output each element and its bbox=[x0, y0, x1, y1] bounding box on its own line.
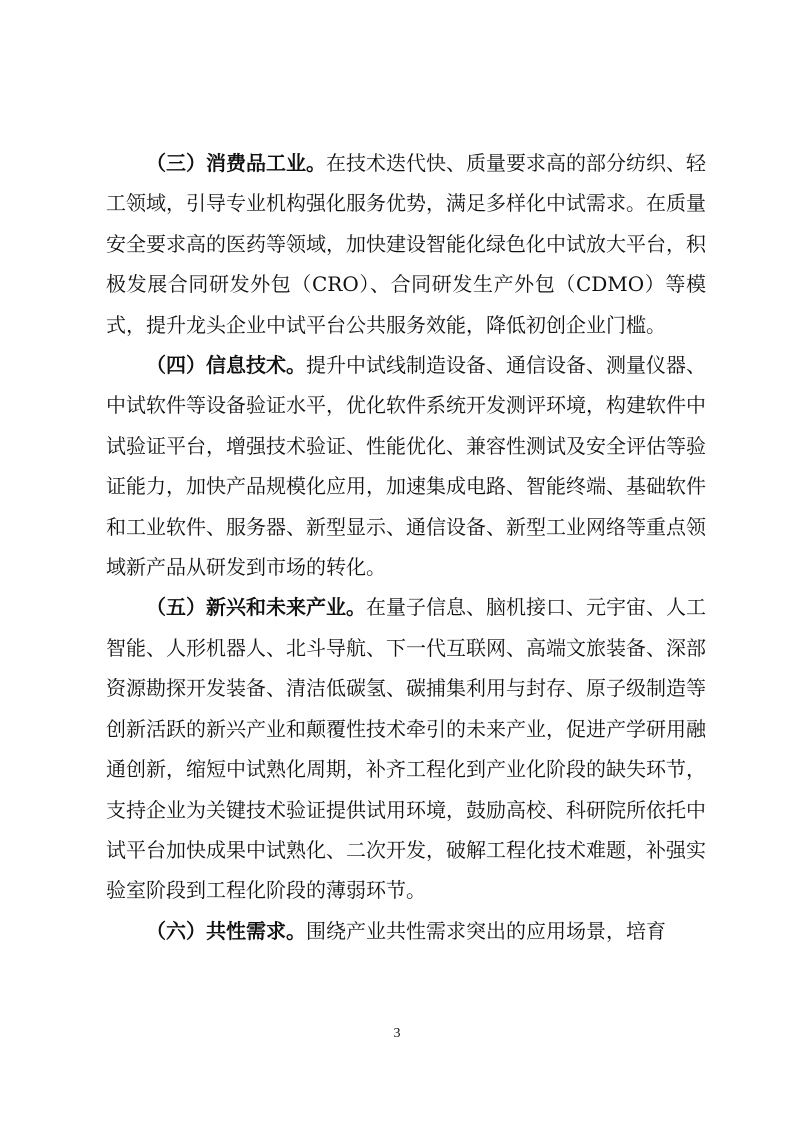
section-heading: （三）消费品工业。 bbox=[146, 151, 326, 175]
paragraph-emerging-future-industries bbox=[106, 587, 706, 910]
paragraph-text: 围绕产业共性需求突出的应用场景，培育 bbox=[306, 918, 666, 943]
section-heading: （五）新兴和未来产业。 bbox=[146, 595, 366, 620]
page-number: 3 bbox=[393, 1026, 401, 1041]
paragraph-common-needs bbox=[106, 911, 706, 951]
paragraph-text: 在量子信息、脑机接口、元宇宙、人工智能、人形机器人、北斗导航、下一代互联网、高端文旅装备、深部资源勘探开发装备、清洁低碳氢、碳捕集利用与封存、原子级制造等创新活跃的新兴产业和颠覆性技术牵引的未来产业，促进产学研用融通创新，缩短中试熟化周期，补齐工程化到产业化阶段的缺失环节，支持企业为关键技术验证提供试用环境，鼓励高校、科研院所依托中试平台加快成果中试熟化、二次开发，破解工程化技术难题，补强实验室阶段到工程化阶段的薄弱环节。 bbox=[106, 595, 706, 903]
section-heading: （四）信息技术。 bbox=[146, 353, 306, 378]
paragraph-information-technology bbox=[106, 345, 706, 587]
paragraph-text: 提升中试线制造设备、通信设备、测量仪器、中试软件等设备验证水平，优化软件系统开发测评环境，构建软件中试验证平台，增强技术验证、性能优化、兼容性测试及安全评估等验证能力，加快产品规模化应用，加速集成电路、智能终端、基础软件和工业软件、服务器、新型显示、通信设备、新型工业网络等重点领域新产品从研发到市场的转化。 bbox=[106, 353, 706, 580]
section-heading: （六）共性需求。 bbox=[146, 918, 306, 943]
document-body bbox=[106, 143, 706, 951]
paragraph-consumer-goods bbox=[106, 143, 706, 345]
paragraph-text: 在技术迭代快、质量要求高的部分纺织、轻工领域，引导专业机构强化服务优势，满足多样化中试需求。在质量安全要求高的医药等领域，加快建设智能化绿色化中试放大平台，积极发展合同研发外包（CRO）、合同研发生产外包（CDMO）等模式，提升龙头企业中试平台公共服务效能，降低初创企业门槛。 bbox=[106, 151, 706, 337]
